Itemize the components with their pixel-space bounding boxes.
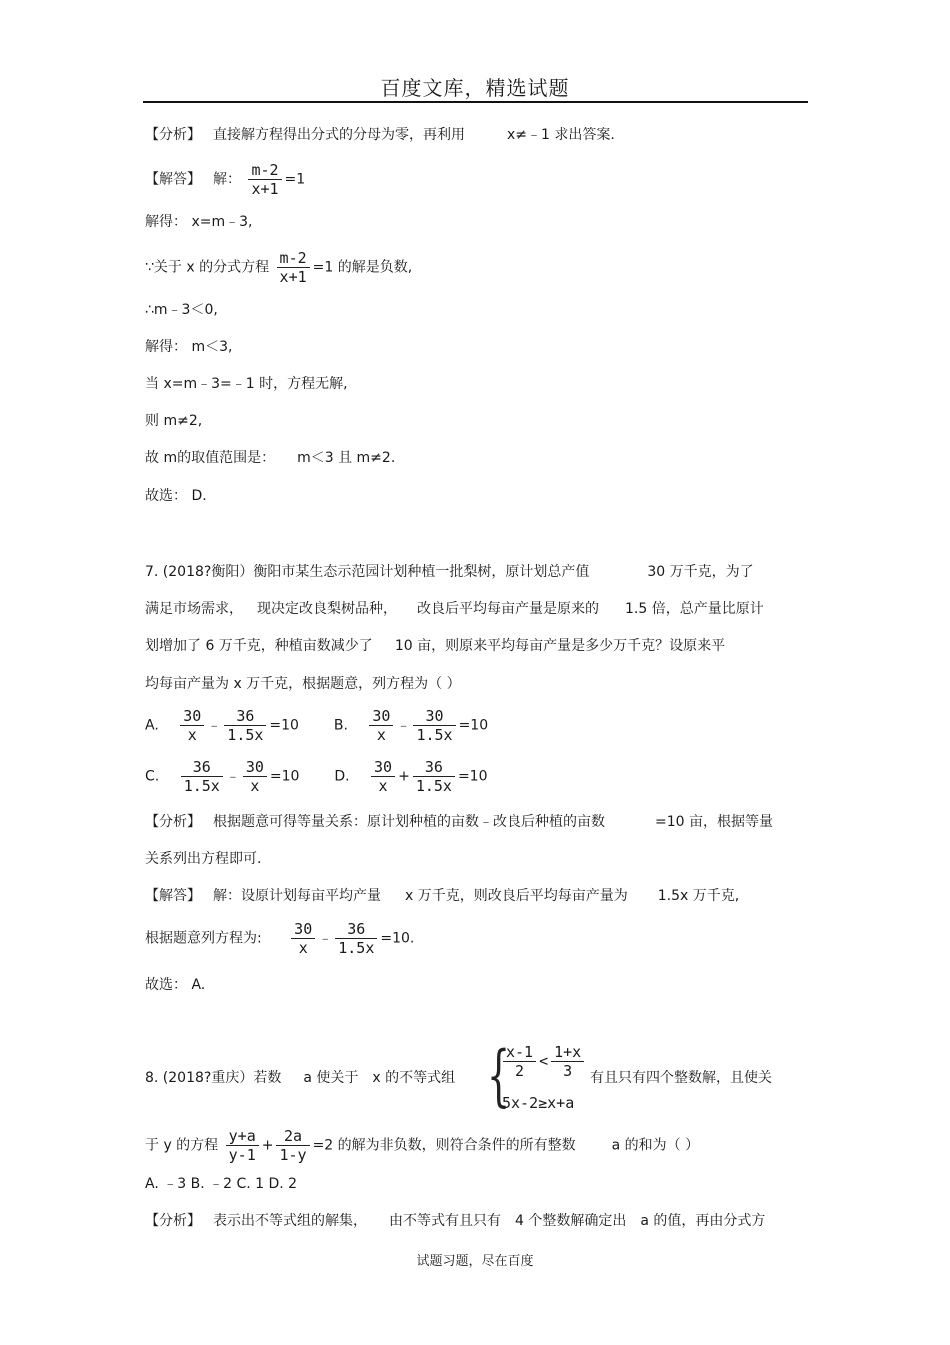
q6-line-3: ∴m﹣3＜0, [145,302,218,318]
q6-line-6: 则 m≠2, [145,413,203,429]
inequality-1: $\frac{x-1}{2}$ < $\frac{1+x}{3}$ [500,1044,587,1079]
q8-stem-1: 8. (2018?重庆）若数 a 使关于 x 的不等式组 [145,1070,456,1086]
fraction-30-over-x: $\frac{30}{x}$ [243,759,267,794]
fraction-30-over-1.5x: $\frac{30}{1.5x}$ [413,708,455,743]
header-divider [143,101,808,103]
answer-jie: 解： [213,171,241,188]
fraction-36-over-1.5x: $\frac{36}{1.5x}$ [335,921,377,956]
q7-answer-2: 根据题意列方程为: $\frac{30}{x}$ ﹣ $\frac{36}{1.5x}$ =10. [145,920,415,957]
option-b-label: B. [333,717,348,734]
q7-analysis-2: 关系列出方程即可. [145,851,262,867]
q7-analysis-1: 【分析】 根据题意可得等量关系：原计划种植的亩数﹣改良后种植的亩数 =10 亩，根据等量 [145,814,773,830]
q6-answer [145,162,305,197]
fraction-36-over-1.5x: $\frac{36}{1.5x}$ [181,759,223,794]
q7-options-row-1: A. $\frac{30}{x}$ ﹣ $\frac{36}{1.5x}$ =10 B. $\frac{30}{x}$ ﹣ $\frac{30}{1.5x}$ =10 [145,707,489,744]
q8-analysis: 【分析】 表示出不等式组的解集， 由不等式有且只有 4 个整数解确定出 a 的值，再由分式方 [145,1213,766,1229]
fraction-2a-over-1-y: $\frac{2a}{1-y}$ [276,1128,309,1163]
q8-options: A. ﹣3 B. ﹣2 C. 1 D. 2 [145,1176,298,1192]
q8-stem-2: 于 y 的方程 $\frac{y+a}{y-1}$ + $\frac{2a}{1-y}$ =2 的解为非负数，则符合条件的所有整数 a 的和为（ ） [145,1127,700,1164]
fraction-30-over-x: $\frac{30}{x}$ [371,759,395,794]
equals-one: =1 [284,171,306,188]
fraction-30-over-x: $\frac{30}{x}$ [180,708,204,743]
fraction-m-2-over-x+1: $\frac{m-2}{x+1}$ [248,162,281,197]
system-brace: { [487,1037,511,1114]
q6-line-4: 解得： m＜3, [145,339,233,355]
page-footer: 试题习题，尽在百度 [416,1254,534,1269]
q6-choice: 故选： D. [145,488,207,504]
q7-options-row-2: C. $\frac{36}{1.5x}$ ﹣ $\frac{30}{x}$ =10 D. $\frac{30}{x}$ + $\frac{36}{1.5x}$ =10 [145,758,488,795]
fraction-36-over-1.5x: $\frac{36}{1.5x}$ [224,708,266,743]
fraction-y+a-over-y-1: $\frac{y+a}{y-1}$ [226,1128,259,1163]
q6-line-7: 故 m的取值范围是： m＜3 且 m≠2. [145,450,396,466]
fraction-m-2-over-x+1: $\frac{m-2}{x+1}$ [277,250,310,285]
analysis-text: 直接解方程得出分式的分母为零，再利用 [213,127,465,143]
q6-line-5: 当 x=m﹣3=﹣1 时，方程无解, [145,376,348,392]
q7-stem-2: 满足市场需求， 现决定改良梨树品种， 改良后平均每亩产量是原来的 1.5 倍，总产量比原计 [145,601,764,617]
q7-stem-3: 划增加了 6 万千克，种植亩数减少了 10 亩，则原来平均每亩产量是多少万千克？设原来平 [145,638,726,654]
q7-choice: 故选： A. [145,977,206,993]
fraction-36-over-1.5x: $\frac{36}{1.5x}$ [413,759,455,794]
page-header-title: 百度文库，精选试题 [380,76,570,100]
fraction-30-over-x: $\frac{30}{x}$ [291,921,315,956]
q6-line-2: ∵关于 x 的分式方程 $\frac{m-2}{x+1}$ =1 的解是负数, [145,249,413,286]
option-c-label: C. [145,768,160,785]
option-d-label: D. [334,768,350,785]
q6-analysis [145,125,615,145]
answer-tag: 【解答】 [145,171,201,188]
q7-stem-1: 7. (2018?衡阳）衡阳市某生态示范园计划种植一批梨树，原计划总产值 30 万千克，为了 [145,564,754,580]
option-a-label: A. [145,717,159,734]
fraction-30-over-x: $\frac{30}{x}$ [369,708,393,743]
analysis-condition: x≠﹣1 求出答案. [507,127,615,143]
inequality-2: 5x-2≥x+a [502,1094,575,1112]
q6-line-1: 解得： x=m﹣3, [145,214,253,230]
q8-stem-1-tail: 有且只有四个整数解，且使关 [590,1070,772,1086]
analysis-tag: 【分析】 [145,127,201,143]
q7-stem-4: 均每亩产量为 x 万千克，根据题意，列方程为（ ） [145,676,461,692]
q7-answer-1: 【解答】 解：设原计划每亩平均产量 x 万千克，则改良后平均每亩产量为 1.5x 万千克, [145,888,740,904]
